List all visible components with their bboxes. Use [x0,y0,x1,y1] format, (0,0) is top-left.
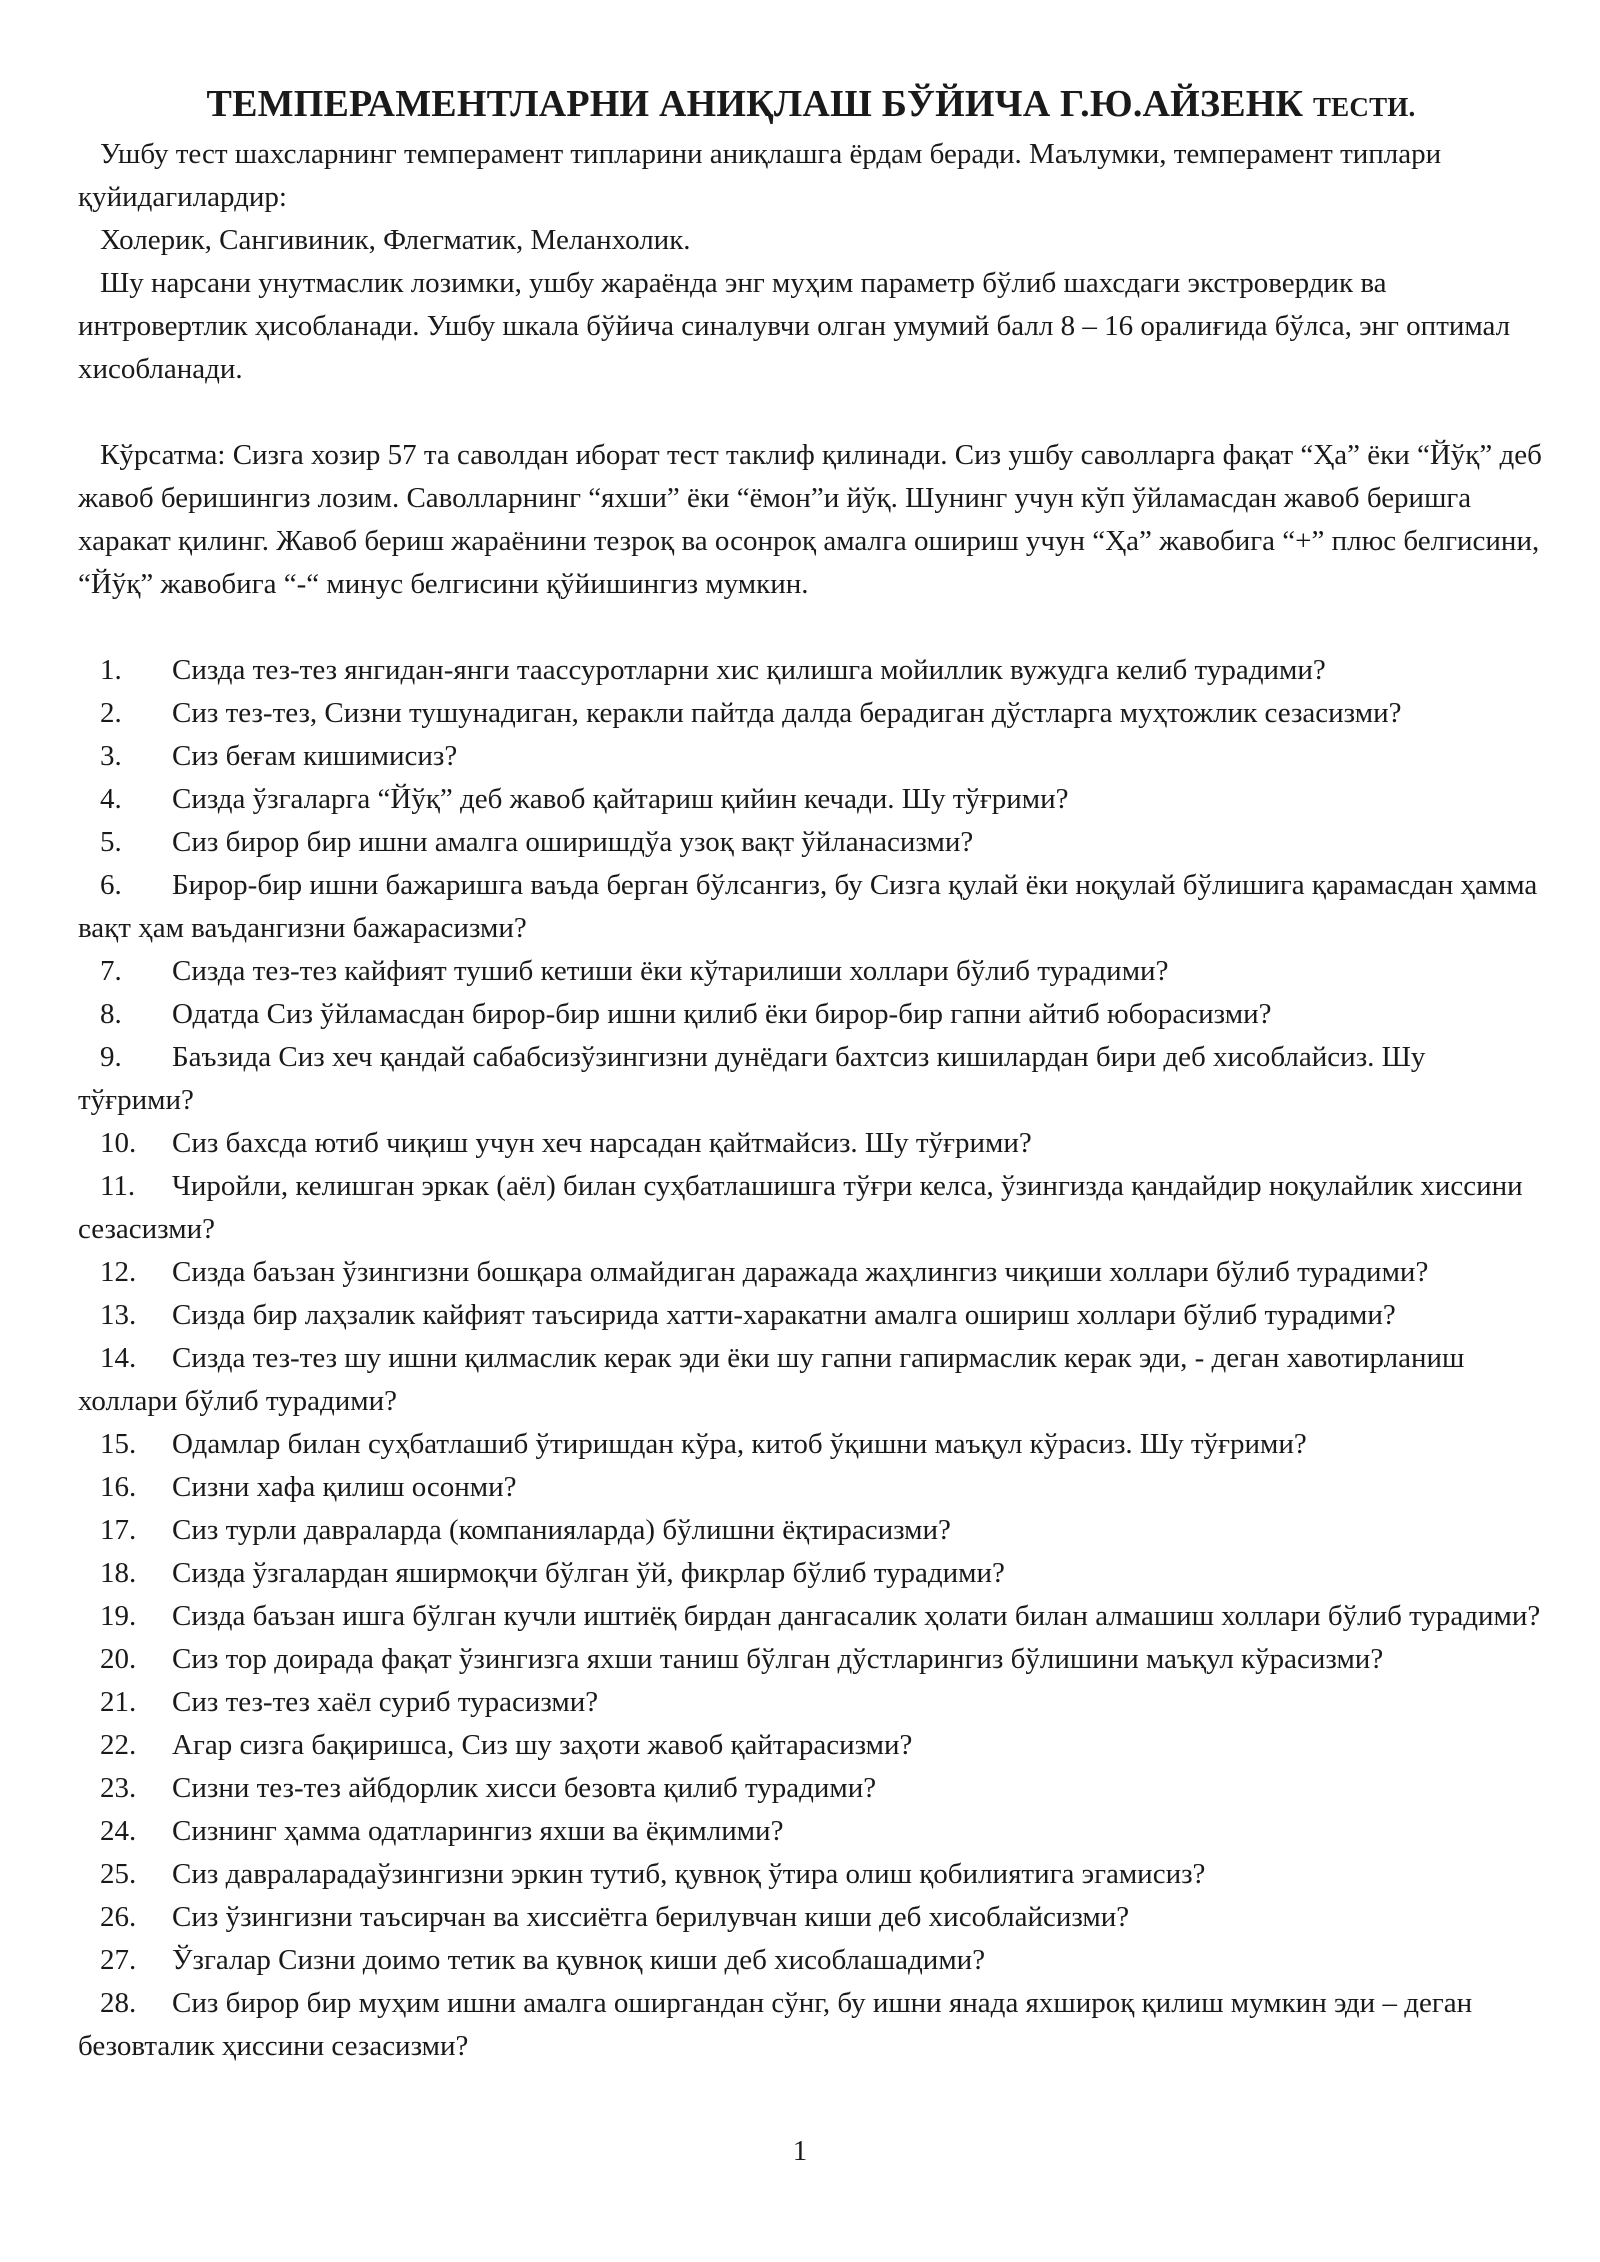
title-main: ТЕМПЕРАМЕНТЛАРНИ АНИҚЛАШ БЎЙИЧА Г.Ю.АЙЗЕНК [206,83,1304,125]
question-number: 15. [100,1428,137,1460]
question-list [78,649,1544,2068]
question-text: Сиз турли давраларда (компанияларда) бўлишни ёқтирасизми? [172,1514,951,1546]
question-text: Чиройли, келишган эркак (аёл) билан суҳбатлашишга тўғри келса, ўзингизда қандайдир ноқулайлик хиссини сезасизми? [78,1170,1523,1245]
question-item [78,993,1544,1036]
intro-paragraph-1: Ушбу тест шахсларнинг темперамент типларини аниқлашга ёрдам беради. Маълумки, темперамент типлари қуйидагилардир: [78,138,1442,213]
question-number: 21. [100,1686,137,1718]
question-text: Ўзгалар Сизни доимо тетик ва қувноқ киши деб хисоблашадими? [172,1944,986,1976]
question-item [78,1294,1544,1337]
question-text: Сизда ўзгаларга “Йўқ” деб жавоб қайтариш қийин кечади. Шу тўғрими? [172,783,1069,815]
question-item [78,1982,1544,2068]
question-item [78,1423,1544,1466]
document-title [78,78,1544,133]
question-text: Сизда тез-тез янгидан-янги таассуротларни хис қилишга мойиллик вужудга келиб турадими? [172,654,1326,686]
question-text: Сизни тез-тез айбдорлик хисси безовта қилиб турадими? [172,1772,877,1804]
question-text: Сизда ўзгалардан яширмоқчи бўлган ўй, фикрлар бўлиб турадими? [172,1557,1005,1589]
question-text: Одамлар билан суҳбатлашиб ўтиришдан кўра, китоб ўқишни маъқул кўрасиз. Шу тўғрими? [172,1428,1307,1460]
question-number: 1. [100,654,122,686]
intro-paragraph-3: Шу нарсани унутмаслик лозимки, ушбу жараёнда энг муҳим параметр бўлиб шахсдаги экстровердик ва интровертлик ҳисобланади. Ушбу шкала бўйича синалувчи олган умумий балл 8 – 16 оралиғида бўлса, энг оптимал хисобланади. [78,267,1511,385]
question-item [78,1165,1544,1251]
question-number: 8. [100,998,122,1030]
question-text: Сиз давраларадаўзингизни эркин тутиб, қувноқ ўтира олиш қобилиятига эгамисиз? [172,1858,1206,1890]
question-number: 9. [100,1041,122,1073]
question-item [78,1896,1544,1939]
intro-paragraph-2: Холерик, Сангивиник, Флегматик, Меланхолик. [100,224,691,256]
question-item [78,1036,1544,1122]
question-item [78,1681,1544,1724]
question-number: 6. [100,869,122,901]
question-text: Сиз тез-тез, Сизни тушунадиган, керакли пайтда далда берадиган дўстларга муҳтожлик сезасизми? [172,697,1402,729]
question-item [78,692,1544,735]
question-number: 3. [100,740,122,772]
question-item [78,1122,1544,1165]
question-text: Сиз бахсда ютиб чиқиш учун хеч нарсадан қайтмайсиз. Шу тўғрими? [172,1127,1032,1159]
question-item [78,1337,1544,1423]
page-number: 1 [792,2135,808,2167]
question-text: Сизда тез-тез шу ишни қилмаслик керак эди ёки шу гапни гапирмаслик керак эди, - деган хавотирланиш холлари бўлиб турадими? [78,1342,1465,1417]
question-text: Сизда тез-тез кайфият тушиб кетиши ёки кўтарилиши холлари бўлиб турадими? [172,955,1169,987]
question-text: Сиз тор доирада фақат ўзингизга яхши таниш бўлган дўстларингиз бўлишини маъқул кўрасизми? [172,1643,1384,1675]
question-text: Сизда баъзан ўзингизни бошқара олмайдиган даражада жаҳлингиз чиқиши холлари бўлиб турадими? [172,1256,1429,1288]
question-number: 17. [100,1514,137,1546]
question-number: 13. [100,1299,137,1331]
question-number: 26. [100,1901,137,1933]
question-number: 28. [100,1987,137,2019]
question-number: 23. [100,1772,137,1804]
question-text: Сиз бирор бир муҳим ишни амалга оширгандан сўнг, бу ишни янада яхшироқ қилиш мумкин эди – деган безовталик ҳиссини сезасизми? [78,1987,1473,2062]
question-text: Сизда баъзан ишга бўлган кучли иштиёқ бирдан дангасалик ҳолати билан алмашиш холлари бўлиб турадими? [172,1600,1541,1632]
title-suffix: ТЕСТИ. [1312,92,1416,122]
question-item [78,864,1544,950]
blank-line [78,391,1544,434]
instruction-paragraph: Кўрсатма: Сизга хозир 57 та саволдан иборат тест таклиф қилинади. Сиз ушбу саволларга фақат “Ҳа” ёки “Йўқ” деб жавоб беришингиз лозим. Саволларнинг “яхши” ёки “ёмон”и йўқ. Шунинг учун кўп ўйламасдан жавоб беришга харакат қилинг. Жавоб бериш жараёнини тезроқ ва осонроқ амалга ошириш учун “Ҳа” жавобига “+” плюс белгисини, “Йўқ” жавобига “-“ минус белгисини қўйишингиз мумкин. [78,439,1542,600]
document-page [78,78,1544,2068]
question-number: 5. [100,826,122,858]
question-number: 10. [100,1127,137,1159]
question-item [78,1853,1544,1896]
question-number: 19. [100,1600,137,1632]
question-item [78,1509,1544,1552]
question-item [78,649,1544,692]
question-number: 7. [100,955,122,987]
question-text: Сизда бир лаҳзалик кайфият таъсирида хатти-харакатни амалга ошириш холлари бўлиб турадими? [172,1299,1396,1331]
question-number: 4. [100,783,122,815]
question-number: 25. [100,1858,137,1890]
question-text: Сиз тез-тез хаёл суриб турасизми? [172,1686,599,1718]
question-text: Баъзида Сиз хеч қандай сабабсизўзингизни дунёдаги бахтсиз кишилардан бири деб хисоблайсиз. Шу тўғрими? [78,1041,1426,1116]
blank-line [78,606,1544,649]
question-number: 2. [100,697,122,729]
question-text: Сиз ўзингизни таъсирчан ва хиссиётга берилувчан киши деб хисоблайсизми? [172,1901,1130,1933]
question-text: Одатда Сиз ўйламасдан бирор-бир ишни қилиб ёки бирор-бир гапни айтиб юборасизми? [172,998,1272,1030]
question-number: 14. [100,1342,137,1374]
question-text: Агар сизга бақиришса, Сиз шу заҳоти жавоб қайтарасизми? [172,1729,913,1761]
question-item [78,1810,1544,1853]
question-number: 16. [100,1471,137,1503]
question-item [78,1724,1544,1767]
question-text: Сиз бирор бир ишни амалга оширишдўа узоқ вақт ўйланасизми? [172,826,974,858]
question-item [78,1466,1544,1509]
question-item [78,1638,1544,1681]
question-number: 18. [100,1557,137,1589]
question-item [78,1251,1544,1294]
question-number: 22. [100,1729,137,1761]
question-item [78,1767,1544,1810]
question-text: Бирор-бир ишни бажаришга ваъда берган бўлсангиз, бу Сизга қулай ёки ноқулай бўлишига қарамасдан ҳамма вақт ҳам ваъдангизни бажарасизми? [78,869,1538,944]
question-number: 27. [100,1944,137,1976]
question-text: Сиз беғам кишимисиз? [172,740,458,772]
question-number: 12. [100,1256,137,1288]
question-number: 24. [100,1815,137,1847]
question-text: Сизни хафа қилиш осонми? [172,1471,517,1503]
question-item [78,1595,1544,1638]
question-number: 11. [100,1170,136,1202]
question-number: 20. [100,1643,137,1675]
question-text: Сизнинг ҳамма одатларингиз яхши ва ёқимлими? [172,1815,784,1847]
question-item [78,821,1544,864]
question-item [78,950,1544,993]
question-item [78,1552,1544,1595]
question-item [78,735,1544,778]
question-item [78,778,1544,821]
question-item [78,1939,1544,1982]
